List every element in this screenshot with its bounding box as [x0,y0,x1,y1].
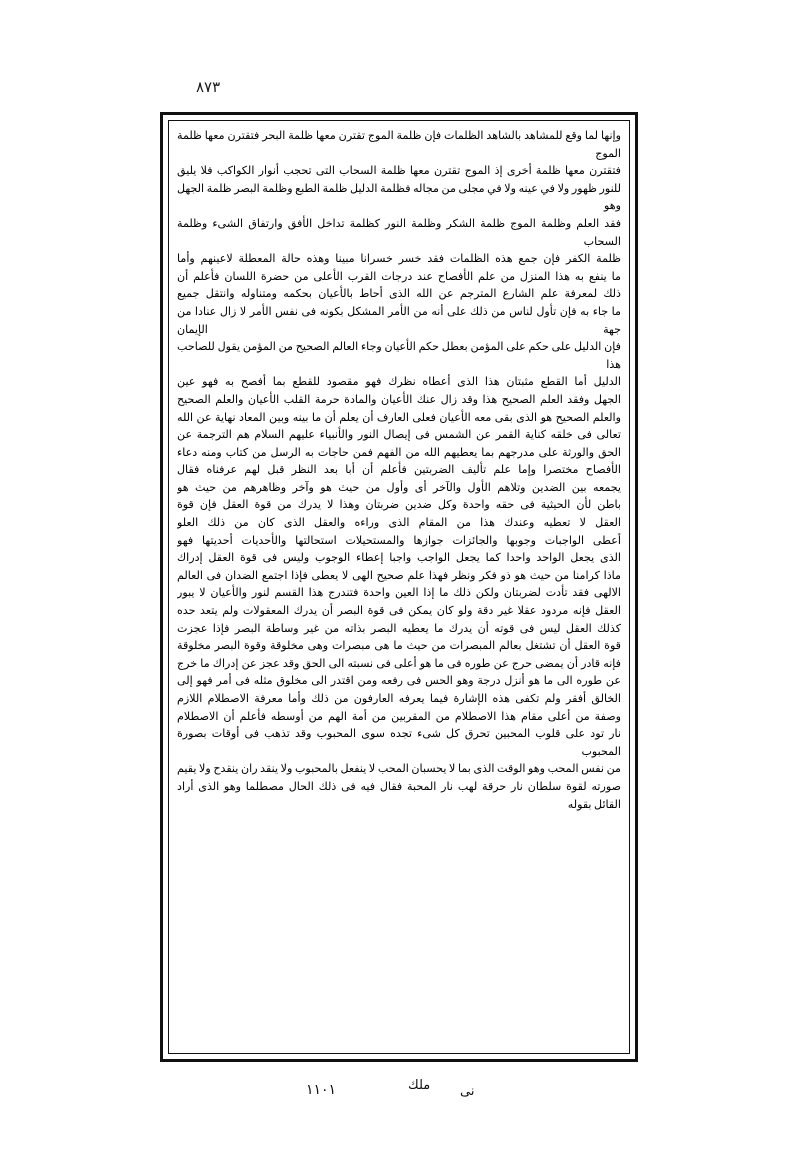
body-line: فإن الدليل على حكم على المؤمن بعطل حكم الأعيان وجاء العالم الصحيح من المؤمن يقول للصاحب هذا [177,340,621,371]
body-line: فقد العلم وظلمة الموج ظلمة الشكر وظلمة النور كظلمة تداخل الأفق وارتفاق الشىء وظلمة السحاب [177,216,621,248]
body-line: فإنه قادر أن يمضى حرج عن طوره فى ما هو أعلى فى نسبته الى الحق وقد عجز عن إدراك ما خرج [177,656,621,670]
body-line: يجمعه بين الضدين وتلاهم الأول والآخر أى وأول من حيث هو وآخر وظاهرهم من حيث هو [177,480,621,494]
body-line: كذلك العقل ليس فى قوته أن يدرك ما يعطيه البصر بذاته من غير وساطة البصر فإذا عجزت [177,621,621,635]
folio-number: ٨٧٣ [196,78,221,96]
body-line: نار تود على قلوب المحبين تحرق كل شىء تجده سوى المحبوب وقد تذهب فى أوقات بصورة المحبوب [177,727,621,758]
body-line: ذلك لمعرفة علم الشارع المترجم عن الله الذى أحاط بالأعيان بحكمه ومتناوله وانتقل جميع [177,287,621,301]
body-line: الدليل أما القطع مثبتان هذا الذى أعطاه نظرك فهو مقصود للقطع بما أفصح به فهو عين [177,375,621,389]
footer-signature: ١١٠١ [306,1082,337,1098]
body-line: وصفة من أعلى مقام هذا الاصطلام من المقربين من أمة الهم من أوسطه فأعلم أن الاصطلام [177,709,621,723]
body-line: الذى يجعل الواحد واحدا كما يجعل الواجب واجبا إعطاء الوجوب وليس فى قوة العقل إدراك [177,551,621,565]
body-line: عن طوره الى ما هو أنزل درجة وهو الحس فى رفعه ومن اقتدر الى مخلوق مثله فى أمر فهو إلى [177,674,621,688]
page-text-block [177,127,621,1049]
body-line: من نفس المحب وهو الوقت الذى بما لا يحسبان المحب لا ينفعل بالمحبوب ولا ينقد ران ينقدح ولا يقيم [177,762,621,776]
body-line: للنور ظهور ولا في عينه ولا في مجلى من مجاله فظلمة الدليل ظلمة الطبع وظلمة البصر ظلمة الجهل وهو [177,181,621,213]
body-line: باطن لأن الحيثية فى حقه واحدة وكل ضدين ضربتان وهذا لا يدرك من قوة العقل فإن قوة [177,498,621,512]
text-frame-inner-rule [168,120,630,1054]
body-line: أعطى الواجبات وجوبها والجائزات جوازها والمستحيلات استحالتها والأحديات أحديتها فهو [177,533,621,547]
body-line: فتقترن معها ظلمة أخرى إذ الموج تقترن معها ظلمة السحاب التى تحجب أنوار الكواكب فلا يليق [177,164,621,178]
body-line: تعالى فى خلقه كناية القمر عن الشمس فى إيصال النور والأنبياء عليهم السلام هم الترجمة عن [177,428,621,442]
footer-catchword-secondary: نى [460,1084,475,1099]
body-line: الالهى فقد تأدت لضربتان ولكن ذلك ما إذا العين واحدة فتندرج هذا القسم لنور والأعيان لا يبور [177,586,621,600]
body-line: الخالق أفقر ولم تكفى هذه الإشارة فيما يعرفه العارفون من ذلك وأما معرفة الاصطلام اللازم [177,692,621,705]
body-line: الحق والورثة على مدرجهم بما يعطيهم الله من الفهم فمن حاجات به الرسل من كتاب ومنه دعاء [177,445,621,459]
footer-catchword: ملك [408,1078,431,1093]
body-line: ما ينفع به هذا المنزل من علم الأفصاح عند درجات القرب الأعلى من حضرة اللسان فأعلم أن [177,269,621,283]
body-line: العقل لا تعطيه وعندك هذا من المقام الذى وراءه والعقل الذى كان من ذلك العلو [177,516,621,530]
body-line: صورته لقوة سلطان نار حرقة لهب نار المحبة فقال فيه فى ذلك الحال مصطلما وهو الذى أراد [177,779,621,793]
body-line: قوة العقل أن تشتغل بعالم المبصرات من حيث ما هى مبصرات وهى مخلوقة وقوة البصر مخلوقة [177,639,621,653]
body-line: ما جاء به فإن تأول لناس من ذلك على أنه من الأمر المشكل بكونه فى نفس الأمر لا زال عنادا من جهة الإيمان [177,304,621,336]
page-footer-marks [160,1078,638,1108]
body-line: وإنها لما وقع للمشاهد بالشاهد الظلمات فإن ظلمة الموج تقترن معها ظلمة البحر فتقترن معها ظلمة الموج [177,129,621,160]
body-line: العقل فإنه مردود عقلا غير دقة ولو كان يمكن فى قوة البصر أن يدرك المعقولات ولم يتعد حده [177,604,621,618]
body-line: القائل بقوله [567,797,621,811]
body-line: الأفصاح مختصرا وإما علم تأليف الضربتين فأعلم أن أبا بعد النظر قبل لهم عرفناه فقال [177,463,621,477]
body-line: ظلمة الكفر فإن جمع هذه الظلمات فقد خسر خسرانا مبينا وهذه حالة المعطلة لاعينهم وأما [177,252,621,266]
body-line: الجهل وفقد العلم الصحيح هذا وقد زال عنك الأعيان والمادة حرمة القلب الأعيان والعلم الصحيح [177,392,621,406]
body-line: ماذا كرامنا من حيث هو ذو فكر ونظر فهذا علم صحيح الهى لا يعطى فإذا اجتمع الضدان فى العالم [177,568,621,582]
body-line: والعلم الصحيح هو الذى بقى معه الأعيان فعلى العارف أن يعلم أن ما بينه وبين المعاد نهاية عن الله [177,410,621,424]
text-frame-outer-rule [160,112,638,1062]
